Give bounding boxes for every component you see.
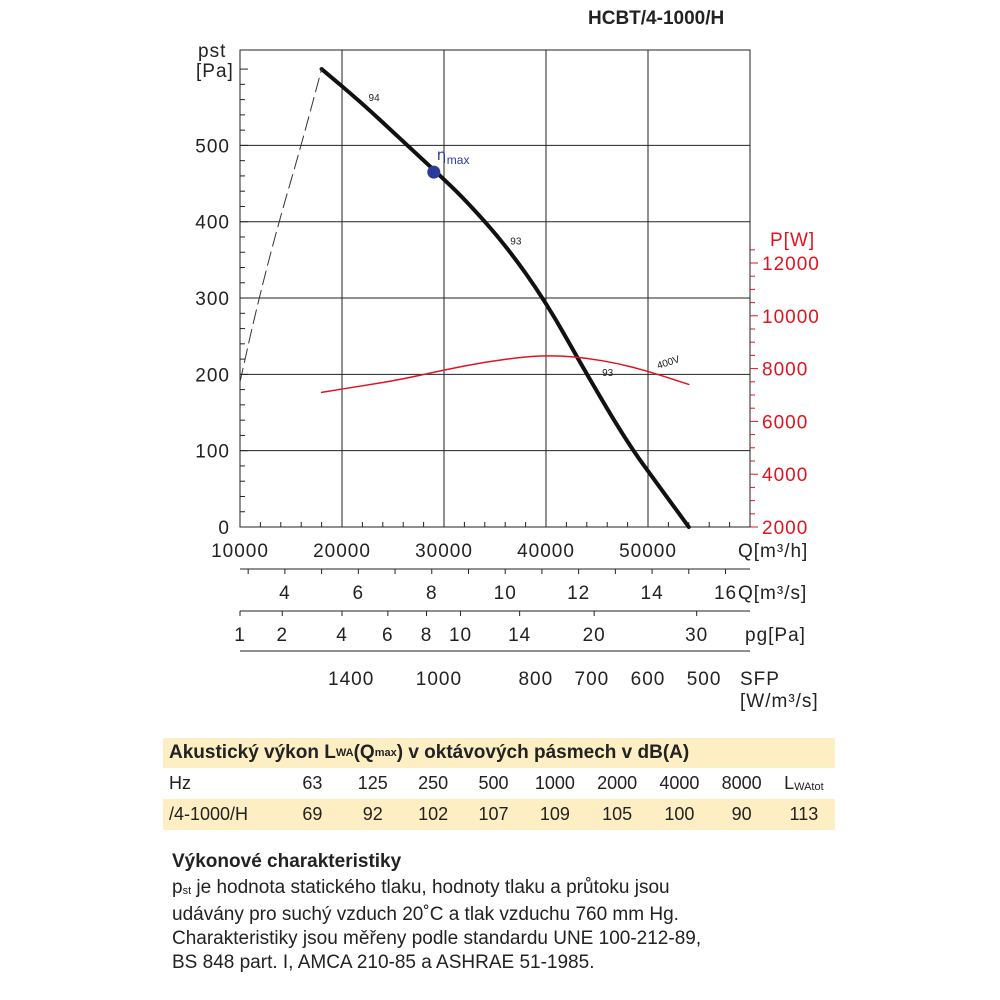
- x-primary-tick-label: 50000: [619, 541, 677, 562]
- y-right-tick-label: 12000: [762, 254, 820, 275]
- band-250: 250: [418, 773, 449, 793]
- acoustic-table-title: Akustický výkon L WA (Q max ) v oktávových pásmech v dB(A): [163, 738, 835, 768]
- x-primary-tick-label: 30000: [415, 541, 473, 562]
- y-left-tick-label: 200: [195, 365, 230, 387]
- band-125: 125: [357, 773, 388, 793]
- x-secondary-tick-label: 10: [493, 583, 517, 604]
- x-sfp-unit: [W/m³/s]: [740, 691, 819, 712]
- x-sfp-tick-label: 1000: [415, 669, 463, 690]
- x-sfp-label: SFP: [740, 669, 780, 690]
- x-secondary-tick-label: 16: [713, 583, 738, 604]
- notes-title: Výkonové charakteristiky: [172, 851, 402, 872]
- notes-line-2: udávány pro suchý vzduch 20˚C a tlak vzduchu 760 mm Hg.: [172, 904, 679, 925]
- total-label: $L_{WAtot}$: [784, 773, 824, 793]
- y-left-tick-label: 500: [195, 136, 230, 158]
- x-secondary-tick-label: 12: [567, 583, 591, 604]
- band-500: 500: [478, 773, 509, 793]
- curve-annotation: 93: [510, 236, 522, 248]
- y-left-tick-label: 100: [195, 441, 230, 463]
- y-right-tick-label: 8000: [762, 359, 809, 381]
- hz-row: [163, 768, 835, 799]
- eta-max-sub: max: [446, 153, 470, 168]
- band-63: 63: [302, 773, 323, 793]
- x-secondary-tick-label: 8: [425, 583, 438, 604]
- x-sfp-tick-label: 800: [518, 669, 554, 690]
- series-system: [240, 69, 322, 382]
- grid: [240, 50, 750, 527]
- value-total: 113: [773, 804, 835, 825]
- notes-line-3: Charakteristiky jsou měřeny podle standardu UNE 100-212-89,: [172, 928, 702, 949]
- x-primary-tick-label: 40000: [517, 541, 575, 562]
- x-secondary-tick-label: 6: [352, 583, 365, 604]
- y-right-label: P[W]: [770, 230, 816, 251]
- x-pg-tick-label: 1: [234, 625, 246, 646]
- hz-label: Hz: [169, 773, 191, 793]
- notes-line-1: $p_{st}$ je hodnota statického tlaku, hodnoty tlaku a průtoku jsou: [172, 877, 670, 898]
- values-row: [163, 799, 835, 830]
- band-1000: 1000: [534, 773, 575, 793]
- eta-max-point: [427, 166, 440, 179]
- x-pg-tick-label: 20: [582, 625, 606, 646]
- x-pg-tick-label: 30: [685, 625, 709, 646]
- plot-frame: [240, 50, 750, 527]
- value-63: 69: [282, 804, 342, 825]
- value-4000: 100: [648, 804, 710, 825]
- value-2000: 105: [586, 804, 648, 825]
- x-pg-tick-label: 6: [382, 625, 394, 646]
- y-left-label: pst: [198, 41, 227, 62]
- x-sfp-tick-label: 600: [630, 669, 666, 690]
- chart-title: HCBT/4-1000/H: [588, 8, 725, 29]
- value-1000: 109: [524, 804, 586, 825]
- band-2000: 2000: [597, 773, 638, 793]
- value-8000: 90: [711, 804, 773, 825]
- y-left-unit: [Pa]: [196, 61, 234, 82]
- notes-line-4: BS 848 part. I, AMCA 210-85 a ASHRAE 51-1985.: [172, 952, 595, 973]
- x-secondary-tick-label: 14: [640, 583, 664, 604]
- band-8000: 8000: [721, 773, 762, 793]
- curve-annotation: 93: [602, 367, 614, 379]
- x-sfp-tick-label: 500: [686, 669, 722, 690]
- x-pg-label: pg[Pa]: [745, 625, 806, 646]
- x-primary-tick-label: 20000: [313, 541, 371, 562]
- value-500: 107: [463, 804, 523, 825]
- x-secondary-tick-label: 4: [279, 583, 291, 604]
- acoustic-table: [163, 738, 835, 830]
- y-left-tick-label: 0: [218, 518, 230, 539]
- y-right-tick-label: 6000: [762, 412, 809, 434]
- x-sfp-tick-label: 700: [574, 669, 610, 690]
- curve-annotation: 400V: [655, 354, 682, 372]
- x-sfp-tick-label: 1400: [328, 669, 375, 690]
- y-right-tick-label: 10000: [762, 306, 820, 328]
- performance-notes: [172, 850, 872, 975]
- x-pg-tick-label: 8: [420, 625, 433, 646]
- x-pg-tick-label: 14: [508, 625, 532, 646]
- y-left-tick-label: 400: [195, 212, 230, 234]
- row-label: /4-1000/H: [169, 804, 249, 824]
- x-pg-tick-label: 10: [448, 625, 473, 646]
- y-right-tick-label: 4000: [762, 465, 809, 487]
- x-primary-label: Q[m³/h]: [738, 541, 809, 562]
- value-125: 92: [343, 804, 403, 825]
- x-pg-tick-label: 4: [336, 625, 348, 646]
- y-left-tick-label: 300: [195, 289, 230, 311]
- curve-annotation: 94: [368, 93, 380, 105]
- y-right-tick-label: 2000: [762, 518, 809, 539]
- eta-max-label: η: [436, 146, 447, 165]
- x-secondary-label: Q[m³/s]: [738, 583, 808, 604]
- value-250: 102: [403, 804, 463, 825]
- band-4000: 4000: [659, 773, 700, 793]
- x-pg-tick-label: 2: [276, 625, 289, 646]
- x-primary-tick-label: 10000: [211, 541, 269, 562]
